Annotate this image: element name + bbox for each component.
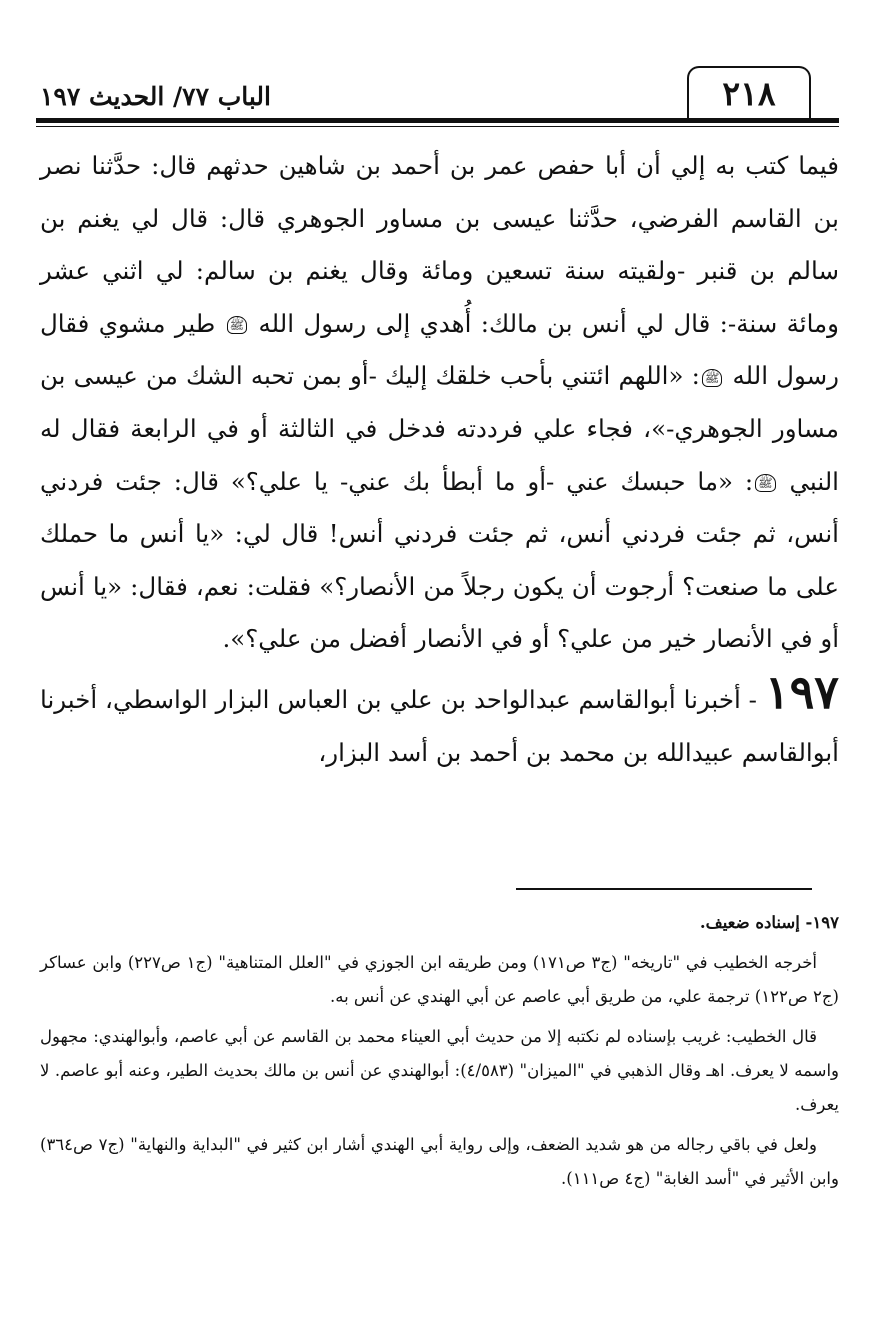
salla-honorific-icon: ﷺ — [227, 316, 248, 334]
hadith-number: ١٩٧ — [764, 664, 839, 719]
header-rule-thin — [36, 126, 839, 127]
hadith-text-part-a: فيما كتب به إلي أن أبا حفص عمر بن أحمد بن شاهين حدثهم قال: حدَّثنا نصر بن القاسم الفرضي، حدَّثنا عيسى بن مساور الجوهري قال: قال لي يغنم بن سالم بن قنبر -ولقيته سنة تسعين ومائة وقال يغنم بن سالم: لي اثني عشر ومائة سنة-: قال لي أنس بن مالك: أُهدي إلى رسول الله — [40, 151, 839, 338]
footnote-separator — [516, 888, 812, 890]
footnote-paragraph-1: أخرجه الخطيب في "تاريخه" (ج٣ ص١٧١) ومن طريقه ابن الجوزي في "العلل المتناهية" (ج١ ص٢٢٧) وابن عساكر (ج٢ ص١٢٢) ترجمة علي، من طريق أبي عاصم عن أبي الهندي عن أنس به. — [40, 953, 839, 1006]
page-header — [36, 62, 839, 124]
hadith-196-paragraph — [40, 140, 839, 666]
hadith-text-part-b: طير مشوي فقال رسول الله — [40, 308, 839, 391]
running-title: الباب ٧٧/ الحديث ١٩٧ — [40, 82, 271, 111]
hadith-text-part-c: : «اللهم ائتني بأحب خلقك إليك -أو بمن تحبه الشك من عيسى بن مساور الجوهري-»، فجاء علي فرددته فدخل في الثالثة أو في الرابعة فقال له النبي — [40, 361, 839, 496]
salla-honorific-icon: ﷺ — [702, 369, 723, 387]
page-number: ٢١٨ — [687, 66, 811, 118]
hadith-text-part-d: : «ما حبسك عني -أو ما أبطأ بك عني- يا علي؟» قال: جئت فردني أنس، ثم جئت فردني أنس، ثم جئت فردني أنس! قال لي: «يا أنس ما حملك على ما صنعت؟ أرجوت أن يكون رجلاً من الأنصار؟» فقلت: نعم، فقال: «يا أنس أو في الأنصار خير من علي؟ أو في الأنصار أفضل من علي؟». — [40, 466, 839, 654]
footnote-paragraph-2: قال الخطيب: غريب بإسناده لم نكتبه إلا من حديث أبي العيناء محمد بن القاسم عن أبي عاصم، وأبوالهندي: مجهول واسمه لا يعرف. اهـ وقال الذهبي في "الميزان" (٤/٥٨٣): أبوالهندي عن أنس بن مالك بحديث الطير، وعنه أبو عاصم. لا يعرف. — [40, 1027, 840, 1114]
hadith-197-text: - أخبرنا أبوالقاسم عبدالواحد بن علي بن العباس البزار الواسطي، أخبرنا أبوالقاسم عبيدالله بن محمد بن أحمد بن أسد البزار، — [40, 684, 839, 767]
hadith-197-paragraph — [40, 666, 839, 779]
footnote-heading: ١٩٧- إسناده ضعيف. — [699, 913, 839, 932]
main-text — [40, 140, 839, 779]
header-rule-thick — [36, 118, 839, 123]
salla-honorific-icon: ﷺ — [755, 474, 776, 492]
footnotes — [40, 906, 839, 1202]
footnote-paragraph-3: ولعل في باقي رجاله من هو شديد الضعف، وإلى رواية أبي الهندي أشار ابن كثير في "البداية والنهاية" (ج٧ ص٣٦٤) وابن الأثير في "أسد الغابة" (ج٤ ص١١١). — [40, 1135, 839, 1188]
